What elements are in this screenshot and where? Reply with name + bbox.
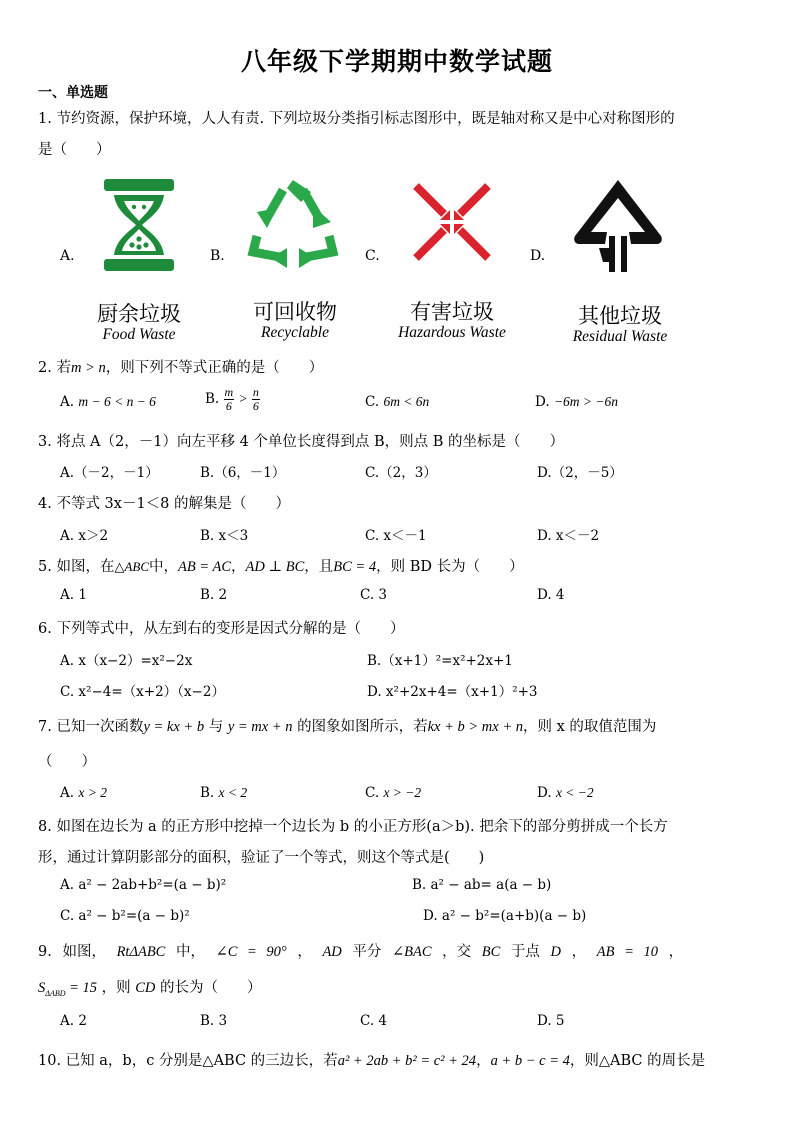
- question-3-stem: 3. 将点 A（2，－1）向左平移 4 个单位长度得到点 B，则点 B 的坐标是（ ）: [38, 434, 565, 450]
- question-9-stem: 9. 如图， RtΔABC 中， ∠C = 90° ， AD 平分 ∠BAC ，交 BC 于点 D ， AB = 10 ，: [38, 944, 684, 960]
- q5-option-d[interactable]: D. 4: [537, 587, 565, 603]
- residual-triangle-icon: [573, 178, 663, 274]
- q5-option-b[interactable]: B. 2: [200, 587, 228, 603]
- q1-option-c-en: Hazardous Waste: [398, 324, 506, 341]
- q1-option-c-cn: 有害垃圾: [410, 300, 494, 324]
- q6-option-c[interactable]: C. x²−4=（x+2）（x−2）: [60, 684, 225, 700]
- q2-option-a[interactable]: A. m − 6 < n − 6: [60, 394, 156, 410]
- hourglass-kitchen-waste-icon: [102, 177, 176, 273]
- q8-option-a[interactable]: A. a² − 2ab+b²=(a − b)²: [60, 877, 227, 893]
- q1-option-c-label[interactable]: C.: [365, 248, 380, 264]
- q4-option-d[interactable]: D. x＜－2: [537, 528, 600, 544]
- q6-option-b[interactable]: B.（x+1）²=x²+2x+1: [367, 653, 513, 669]
- q7-option-d[interactable]: D. x < −2: [537, 785, 594, 801]
- question-2-stem: 2. 若m > n，则下列不等式正确的是（ ）: [38, 360, 324, 376]
- q1-option-b-label[interactable]: B.: [210, 248, 225, 264]
- q7-option-a[interactable]: A. x > 2: [60, 785, 107, 801]
- question-6-stem: 6. 下列等式中，从左到右的变形是因式分解的是（ ）: [38, 621, 405, 637]
- q9-option-b[interactable]: B. 3: [200, 1013, 228, 1029]
- q4-option-a[interactable]: A. x＞2: [60, 528, 109, 544]
- recycle-arrows-icon: [243, 178, 343, 270]
- question-9-stem-cont: $S_{\Delta ABD} = 15$ ，则 CD 的长为（ ）: [38, 980, 262, 998]
- q4-option-b[interactable]: B. x＜3: [200, 528, 249, 544]
- q2-option-b[interactable]: B. $\frac{m}{6}$ > $\frac{n}{6}$: [205, 385, 259, 413]
- q8-option-c[interactable]: C. a² − b²=(a − b)²: [60, 908, 190, 924]
- q2-option-d[interactable]: D. −6m > −6n: [535, 394, 619, 410]
- q9-option-c[interactable]: C. 4: [360, 1013, 388, 1029]
- q7-option-c[interactable]: C. x > −2: [365, 785, 422, 801]
- question-1-stem: 1. 节约资源，保护环境，人人有责. 下列垃圾分类指引标志图形中，既是轴对称又是中心对称图形的: [38, 111, 675, 127]
- q9-option-a[interactable]: A. 2: [60, 1013, 87, 1029]
- question-7-stem: 7. 已知一次函数y = kx + b 与 y = mx + n 的图象如图所示，若kx + b > mx + n，则 x 的取值范围为: [38, 719, 657, 735]
- q3-option-c[interactable]: C.（2，3）: [365, 465, 437, 481]
- q8-option-d[interactable]: D. a² − b²=(a+b)(a − b): [423, 908, 587, 924]
- question-1-stem-cont: 是（ ）: [38, 142, 111, 158]
- q7-option-b[interactable]: B. x < 2: [200, 785, 248, 801]
- hazardous-cross-arrows-icon: [410, 180, 494, 264]
- q1-option-a-label[interactable]: A.: [60, 248, 75, 264]
- q8-option-b[interactable]: B. a² − ab= a(a − b): [412, 877, 552, 893]
- question-10-stem: 10. 已知 a，b，c 分别是△ABC 的三边长，若a² + 2ab + b² = c² + 24，a + b − c = 4，则△ABC 的周长是: [38, 1053, 706, 1069]
- q1-option-a-cn: 厨余垃圾: [97, 302, 181, 326]
- question-7-stem-cont: （ ）: [38, 754, 96, 770]
- page-title: 八年级下学期期中数学试题: [240, 47, 553, 76]
- fraction-n-over-6: $\frac{n}{6}$: [252, 385, 259, 413]
- q5-option-c[interactable]: C. 3: [360, 587, 388, 603]
- q6-option-a[interactable]: A. x（x−2）=x²−2x: [60, 653, 193, 669]
- q1-option-b-cn: 可回收物: [253, 300, 337, 324]
- question-8-stem: 8. 如图在边长为 a 的正方形中挖掉一个边长为 b 的小正方形(a＞b). 把余下的部分剪拼成一个长方: [38, 819, 668, 835]
- question-8-stem-cont: 形，通过计算阴影部分的面积，验证了一个等式，则这个等式是( ): [38, 850, 485, 866]
- question-4-stem: 4. 不等式 3x－1＜8 的解集是（ ）: [38, 496, 291, 512]
- question-5-stem: 5. 如图，在△ABC中，AB = AC，AD ⊥ BC，且BC = 4，则 BD 长为（ ）: [38, 559, 524, 575]
- q9-option-d[interactable]: D. 5: [537, 1013, 565, 1029]
- q1-option-d-en: Residual Waste: [572, 328, 668, 345]
- q5-option-a[interactable]: A. 1: [60, 587, 87, 603]
- q2-option-c[interactable]: C. 6m < 6n: [365, 394, 430, 410]
- q3-option-d[interactable]: D.（2，－5）: [537, 465, 623, 481]
- q6-option-d[interactable]: D. x²+2x+4=（x+1）²+3: [367, 684, 538, 700]
- q1-option-a-en: Food Waste: [102, 326, 176, 343]
- q3-option-b[interactable]: B.（6，－1）: [200, 465, 286, 481]
- fraction-m-over-6: $\frac{m}{6}$: [224, 385, 234, 413]
- q4-option-c[interactable]: C. x＜－1: [365, 528, 427, 544]
- q3-option-a[interactable]: A.（－2，－1）: [60, 465, 159, 481]
- section-heading: 一、单选题: [38, 85, 108, 101]
- q1-option-b-en: Recyclable: [261, 324, 329, 341]
- q1-option-d-label[interactable]: D.: [530, 248, 546, 264]
- q1-option-d-cn: 其他垃圾: [578, 304, 662, 328]
